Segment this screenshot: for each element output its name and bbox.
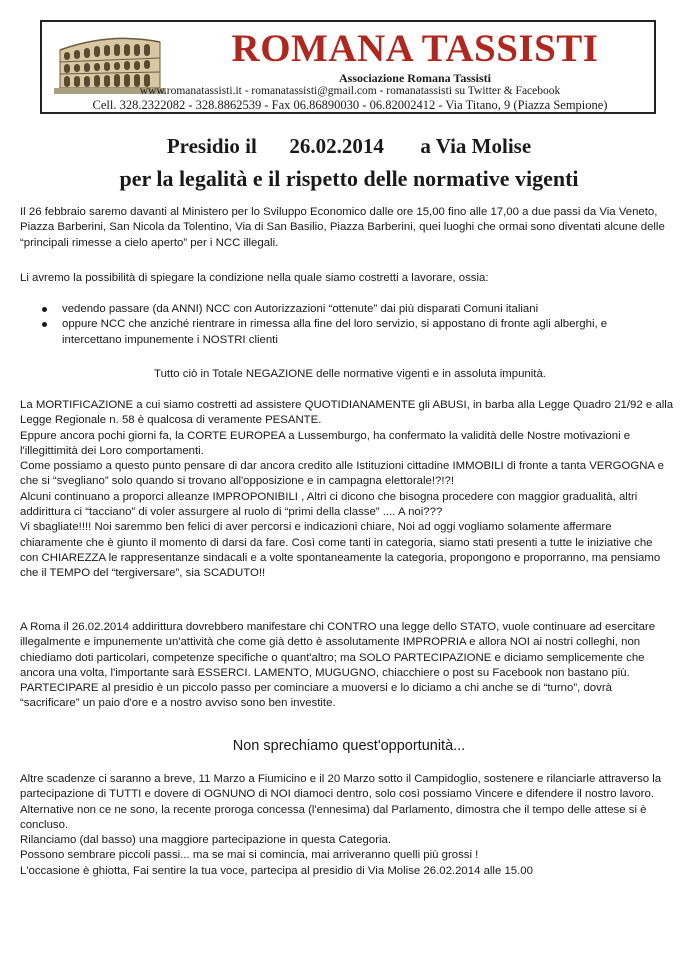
text-line: La MORTIFICAZIONE a cui siamo costretti ad assistere QUOTIDIANAMENTE gli ABUSI, in barba alla Legge Quadro 21/92 e alla — [20, 399, 674, 411]
text-line: Possono sembrare piccoli passi... ma se mai si comincia, mai arriveranno quelli più grossi ! — [20, 849, 479, 862]
letterhead — [40, 20, 656, 114]
text-line: Altre scadenze ci saranno a breve, 11 Marzo a Fiumicino e il 20 Marzo sotto il Campidoglio, sostenere e rilanciarle attraverso la — [20, 773, 662, 785]
text-line: Tutto ciò in Totale NEGAZIONE delle normative vigenti e in assoluta impunità. — [154, 368, 546, 380]
intro-paragraph — [20, 205, 680, 251]
text-line: PARTECIPARE al presidio è un piccolo passo per cominciare a muoversi e lo diciamo a chi anche se di “turno”, dovrà — [20, 682, 612, 695]
text-line: intercettano impunemente i NOSTRI clienti — [62, 333, 278, 346]
event-title — [0, 134, 698, 159]
explain-paragraph — [20, 271, 680, 286]
contact-phone-line: Cell. 328.2322082 - 328.8862539 - Fax 06.86890030 - 06.82002412 - Via Titano, 9 (Piazza Sempione) — [92, 98, 608, 112]
text-line: “sacrificare” un paio d'ore e a nostro avviso sono ben investite. — [20, 697, 336, 710]
section-heading: Non sprechiamo quest'opportunità... — [232, 738, 466, 754]
text-line: Li avremo la possibilità di spiegare la condizione nella quale siamo costretti a lavorare, ossia: — [20, 272, 489, 284]
title-part1: Presidio il — [166, 134, 257, 158]
text-line: Il 26 febbraio saremo davanti al Ministero per lo Sviluppo Economico dalle ore 15,00 fino alle 17,00 a due passi da Via Veneto, — [20, 206, 658, 218]
text-line: Legge Regionale n. 58 è qualcosa di veramente PESANTE. — [20, 414, 322, 427]
event-subtitle: per la legalità e il rispetto delle normative vigenti — [119, 166, 579, 191]
text-line: Vi sbagliate!!!! Noi saremmo ben felici di aver percorsi e indicazioni chiare, Noi ad oggi vogliamo solamente affermare — [20, 521, 612, 534]
negation-line — [20, 367, 680, 382]
text-line: Eppure ancora pochi giorni fa, la CORTE EUROPEA a Lussemburgo, ha confermato la validità delle Nostre motivazioni e — [20, 429, 631, 442]
text-line: “principali rimesse a cielo aperto” per i NCC illegali. — [20, 236, 279, 249]
text-line: che si “svegliano” solo quando si trovano all'opposizione e in campagna elettorale!?!?! — [20, 475, 455, 488]
list-item — [62, 317, 680, 348]
text-line: partecipazione di TUTTI e dovere di OGNUNO di NOI diamoci dentro, solo così possiamo Vincere e difendere il nostro lavoro. — [20, 788, 654, 801]
title-date: 26.02.2014 — [289, 134, 384, 158]
text-line: A Roma il 26.02.2014 addirittura dovrebbero manifestare chi CONTRO una legge dello STATO, vuole continuare ad esercitare — [20, 621, 656, 633]
text-line: L'occasione è ghiotta, Fai sentire la tua voce, partecipa al presidio di Via Molise 26.02.2014 alle 15.00 — [20, 864, 533, 877]
brand-name: ROMANA TASSISTI — [231, 27, 599, 70]
text-line: concluso. — [20, 818, 69, 831]
text-line: oppure NCC che anziché rientrare in rimessa alla fine del loro servizio, si appostano di fronte agli alberghi, e — [62, 318, 608, 331]
bullet-list — [20, 302, 680, 348]
list-item — [62, 302, 680, 317]
text-line: chiediamo doti particolari, competenze specifiche o quant'altro; ma SOLO PARTECIPAZIONE e diciamo semplicemente che — [20, 651, 645, 664]
text-line: ancora una volta, l'importante sarà ESSERCI. LAMENTO, MUGUGNO, chiacchiere o post su Facebook non bastano più. — [20, 666, 630, 679]
text-line: con CHIAREZZA le rappresentanze sindacali e a volte spontaneamente la categoria, propongono e proporranno, ma pensiamo — [20, 551, 661, 564]
association-name: Associazione Romana Tassisti — [338, 71, 492, 85]
title-part2: a Via Molise — [420, 134, 532, 158]
text-line: l'illegittimità dei Loro comportamenti. — [20, 444, 204, 457]
text-line: addirittura ci “tacciano” di voler assurgere al ruolo di “primi della classe” .... A noi??? — [20, 506, 443, 519]
text-line: chiaramente che è giunto il momento di darsi da fare. Così come tanti in categoria, siamo stati presenti a tutte le iniziative che — [20, 536, 653, 549]
text-line: vedendo passare (da ANNI) NCC con Autorizzazioni “ottenute” dai più disparati Comuni italiani — [62, 303, 539, 315]
rome-paragraph — [20, 620, 680, 712]
closing-paragraph — [20, 772, 680, 879]
text-line: Come possiamo a questo punto pensare di dar ancora credito alle Istituzioni cittadine IMMOBILI di fronte a tanta VERGOGNA e — [20, 460, 664, 473]
contact-web-line: www.romanatassisti.it - romanatassisti@gmail.com - romanatassisti su Twitter & Facebook — [139, 85, 561, 97]
text-line: Alcuni continuano a proporci alleanze IMPROPONIBILI , Altri ci dicono che bisogna procedere con maggior gradualità, altri — [20, 490, 638, 503]
text-line: Alternative non ce ne sono, la recente proroga concessa (l'ennesima) dal Parlamento, dimostra che il tempo delle attese si è — [20, 803, 647, 816]
text-line: Piazza Barberini, San Nicola da Tolentino, Via di San Basilio, Piazza Barberini, quei luoghi che ormai sono diventati alcune delle — [20, 221, 665, 234]
main-paragraph — [20, 398, 680, 582]
text-line: Rilanciamo (dal basso) una maggiore partecipazione in questa Categoria. — [20, 834, 392, 847]
contact-info — [48, 84, 652, 112]
text-line: illegalmente e impunemente un'attività che come già detto è assolutamente IMPROPRIA e allora NOI ai nostri colleghi, non — [20, 636, 641, 649]
text-line: che il TEMPO del “tergiversare”, sia SCADUTO!! — [20, 567, 266, 580]
